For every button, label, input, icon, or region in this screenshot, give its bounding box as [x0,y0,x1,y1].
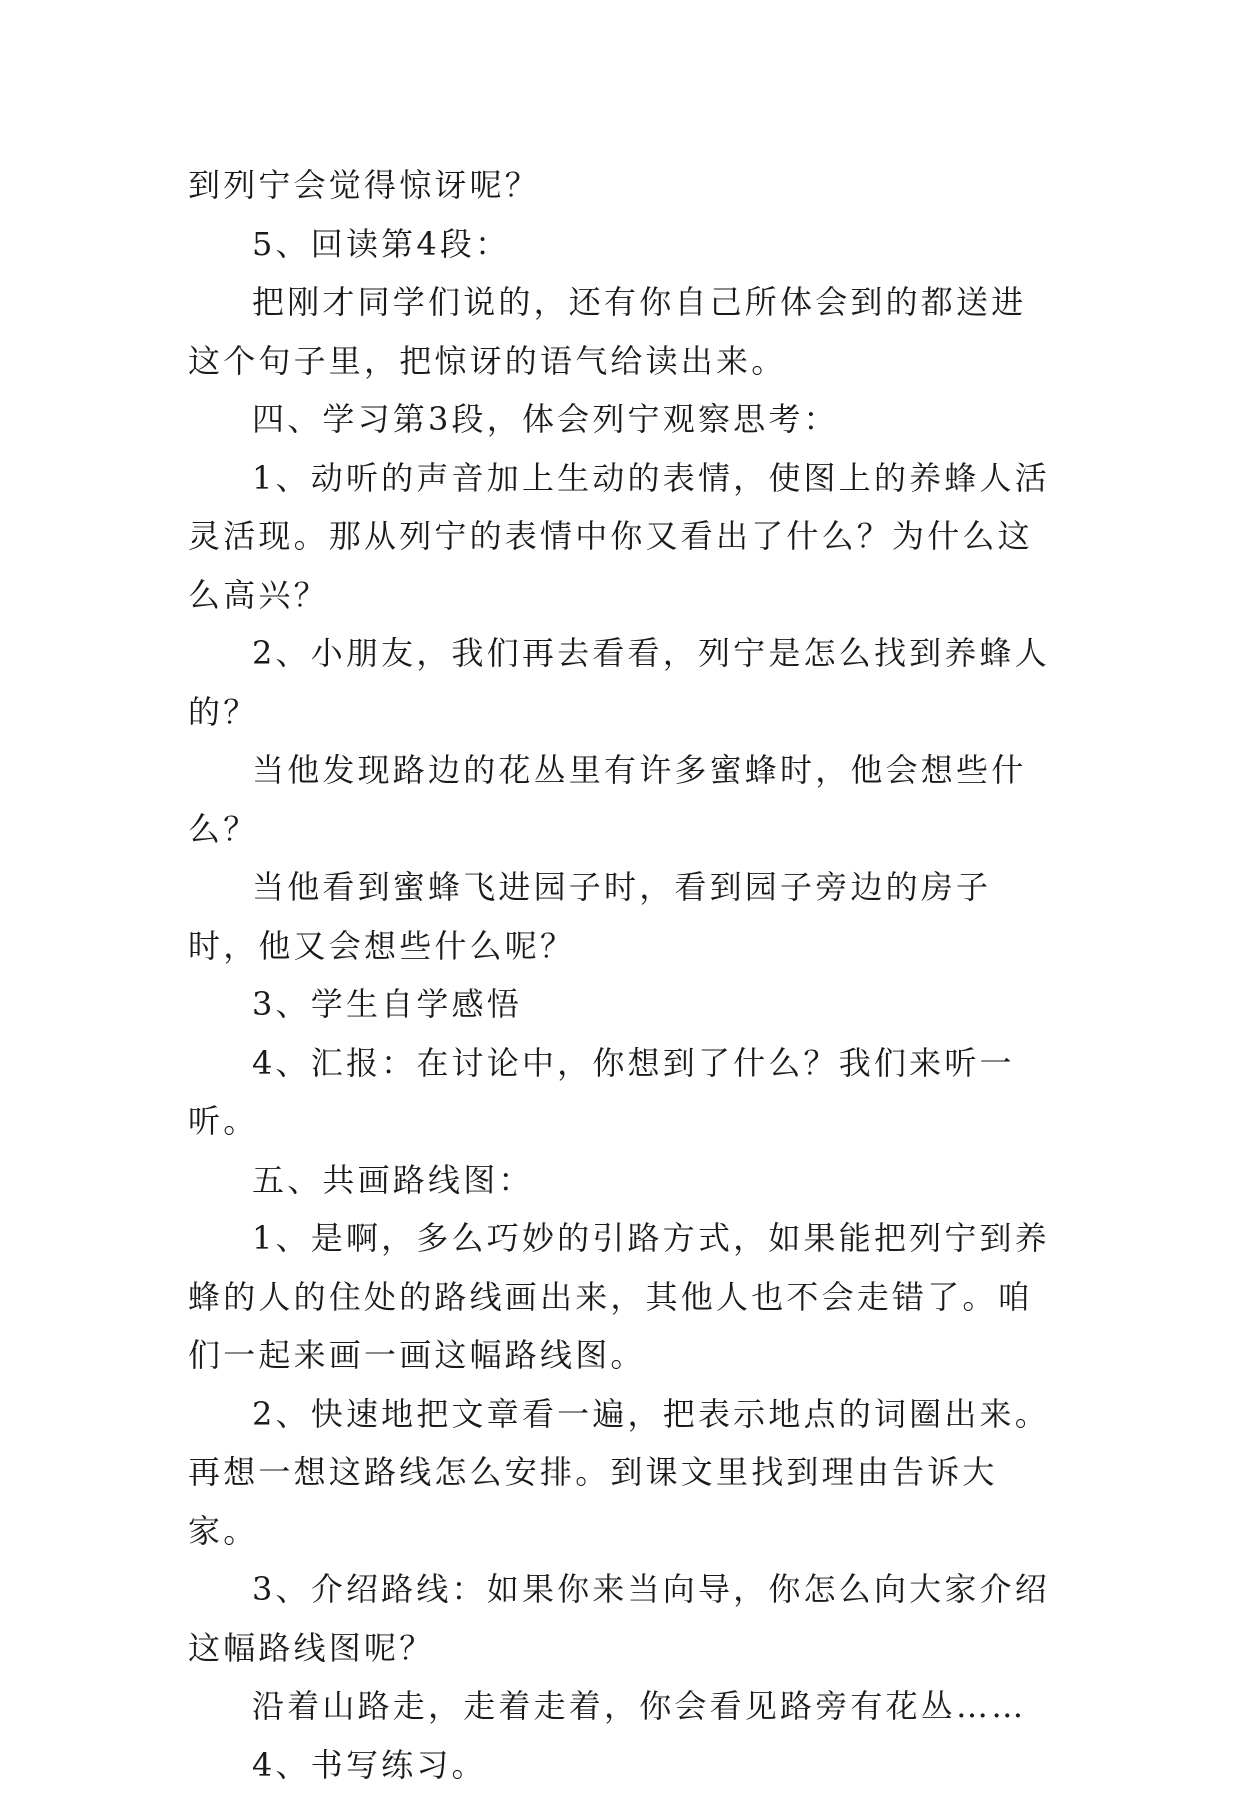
paragraph: 3、介绍路线：如果你来当向导，你怎么向大家介绍这幅路线图呢？ [188,1560,1058,1677]
paragraph: 2、小朋友，我们再去看看，列宁是怎么找到养蜂人的？ [188,624,1058,741]
section-heading: 四、学习第3段，体会列宁观察思考： [188,390,1058,449]
paragraph: 4、汇报：在讨论中，你想到了什么？我们来听一听。 [188,1034,1058,1151]
paragraph: 4、书写练习。 [188,1736,1058,1794]
paragraph: 3、学生自学感悟 [188,975,1058,1034]
paragraph: 沿着山路走，走着走着，你会看见路旁有花丛…… [188,1677,1058,1736]
document-body [188,156,1058,1794]
paragraph: 1、是啊，多么巧妙的引路方式，如果能把列宁到养蜂的人的住处的路线画出来，其他人也不会走错了。咱们一起来画一画这幅路线图。 [188,1209,1058,1385]
paragraph: 2、快速地把文章看一遍，把表示地点的词圈出来。再想一想这路线怎么安排。到课文里找到理由告诉大家。 [188,1385,1058,1561]
paragraph: 当他发现路边的花丛里有许多蜜蜂时，他会想些什么？ [188,741,1058,858]
paragraph: 把刚才同学们说的，还有你自己所体会到的都送进这个句子里，把惊讶的语气给读出来。 [188,273,1058,390]
paragraph: 当他看到蜜蜂飞进园子时，看到园子旁边的房子时，他又会想些什么呢？ [188,858,1058,975]
paragraph: 1、动听的声音加上生动的表情，使图上的养蜂人活灵活现。那从列宁的表情中你又看出了什么？为什么这么高兴？ [188,449,1058,625]
paragraph: 到列宁会觉得惊讶呢？ [188,156,1058,215]
paragraph: 5、回读第4段： [188,215,1058,274]
section-heading: 五、共画路线图： [188,1151,1058,1210]
